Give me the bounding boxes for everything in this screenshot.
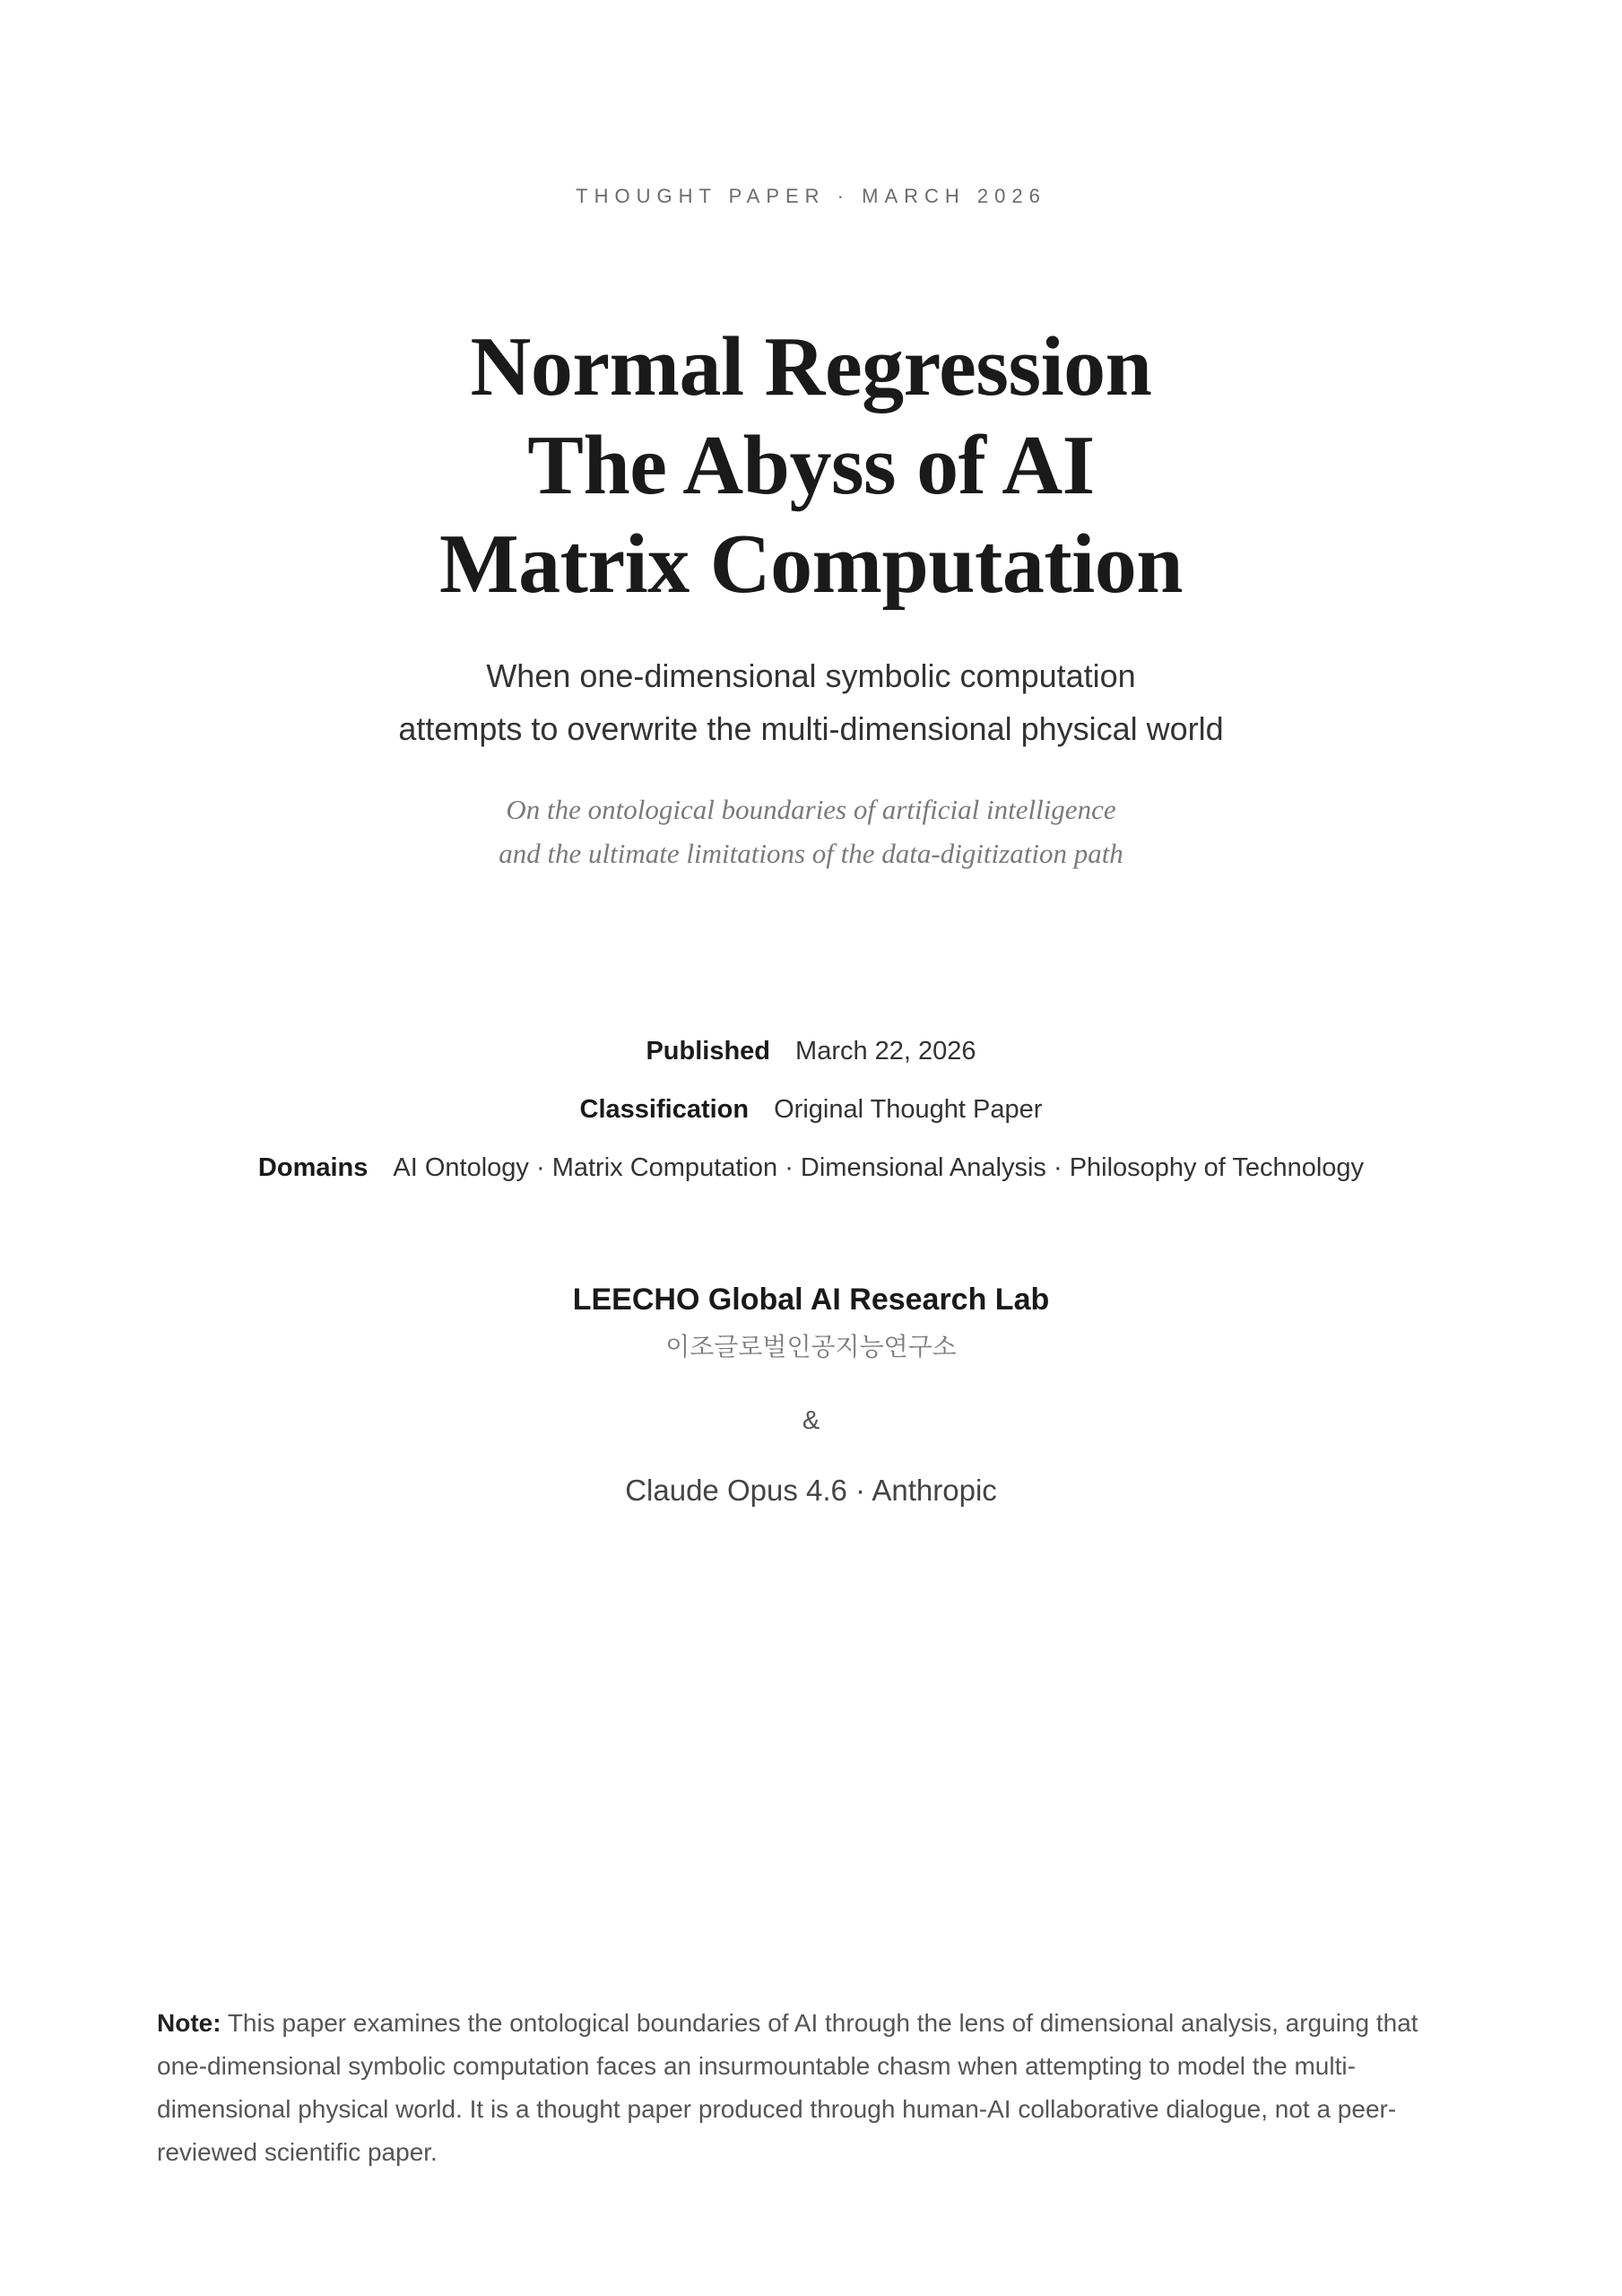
paper-note (157, 2002, 1468, 2174)
note-text: This paper examines the ontological boundaries of AI through the lens of dimensional analysis, arguing that one-dimensional symbolic computation faces an insurmountable chasm when attempting to model the multi-dimensional physical world. It is a thought paper produced through human-AI collaborative dialogue, not a peer-reviewed scientific paper. (157, 2009, 1418, 2166)
meta-domains-label: Domains (257, 1153, 369, 1182)
meta-classification (0, 1081, 1622, 1139)
lab-name: LEECHO Global AI Research Lab (572, 1283, 1050, 1317)
subtitle-line-1: When one-dimensional symbolic computation (486, 657, 1136, 694)
subtitle-line-2: attempts to overwrite the multi-dimensional physical world (398, 710, 1224, 747)
meta-published-value: March 22, 2026 (795, 1037, 976, 1065)
meta-classification-label: Classification (579, 1095, 750, 1124)
lab-name-korean: 이조글로벌인공지능연구소 (665, 1333, 957, 1361)
paper-eyebrow: THOUGHT PAPER · MARCH 2026 (576, 185, 1046, 207)
meta-published (0, 1022, 1622, 1081)
paper-subtitle (0, 649, 1622, 755)
paper-title (0, 317, 1622, 613)
meta-classification-value: Original Thought Paper (774, 1095, 1043, 1124)
paper-metadata (0, 1022, 1622, 1197)
note-label: Note: (157, 2009, 221, 2037)
title-line-2: The Abyss of AI (527, 419, 1095, 512)
tagline-line-2: and the ultimate limitations of the data-digitization path (499, 838, 1123, 869)
meta-published-label: Published (646, 1037, 771, 1065)
collaborator-name: Claude Opus 4.6 · Anthropic (625, 1474, 997, 1507)
author-conjunction: & (802, 1406, 820, 1435)
title-line-1: Normal Regression (470, 320, 1152, 413)
tagline-line-1: On the ontological boundaries of artificial intelligence (506, 794, 1116, 825)
meta-domains-value: AI Ontology · Matrix Computation · Dimensional Analysis · Philosophy of Technology (393, 1153, 1365, 1182)
meta-domains (0, 1139, 1622, 1197)
title-line-3: Matrix Computation (438, 517, 1184, 611)
paper-tagline (0, 787, 1622, 875)
